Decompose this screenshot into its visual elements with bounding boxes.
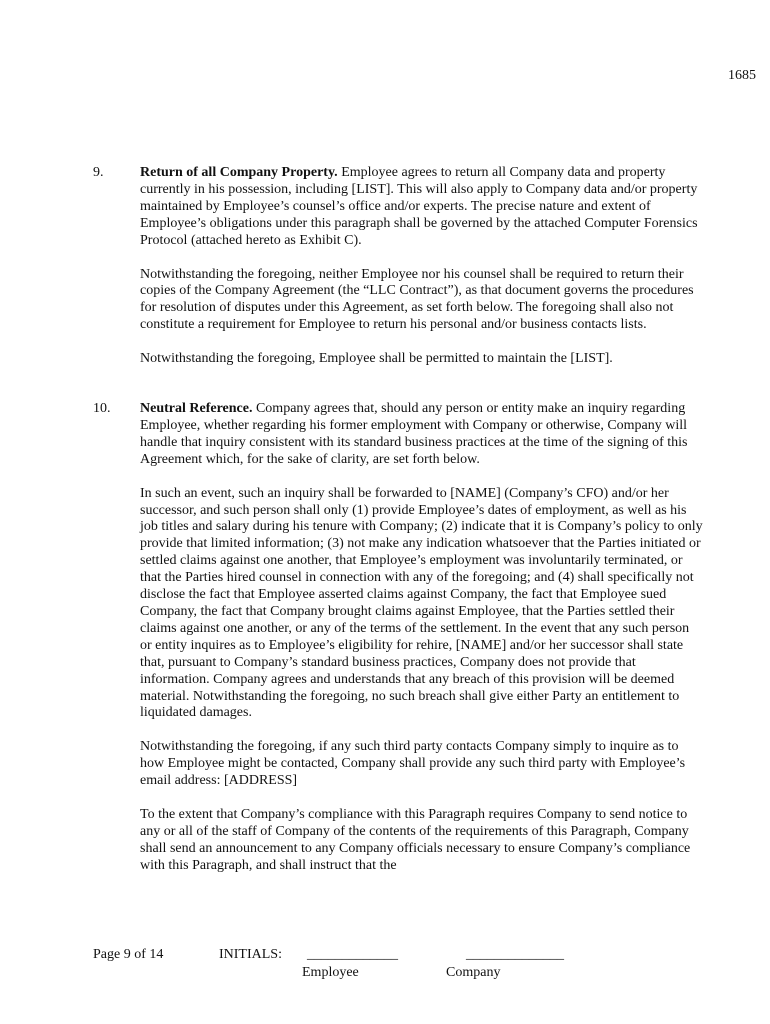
paragraph-text: Employee agrees to return all Company data and property currently in his possession, including [LIST]. This will also apply to Company data and/or property maintained by Employee’s counsel’s office and/or experts. The precise nature and extent of Employee’s obligations under this paragraph shall be governed by the attached Computer Forensics Protocol (attached hereto as Exhibit C). xyxy=(140,165,698,248)
paragraph: Notwithstanding the foregoing, neither Employee nor his counsel shall be required to return their copies of the Company Agreement (the “LLC Contract”), as that document governs the procedures for resolution of disputes under this Agreement, as set forth below. The foregoing shall also not constitute a requirement for Employee to return his personal and/or business contacts lists. xyxy=(140,266,694,333)
section-number: 10. xyxy=(93,401,111,416)
paragraph xyxy=(140,165,703,250)
company-label: Company xyxy=(446,965,501,980)
initials-label: INITIALS: xyxy=(219,947,282,962)
employee-initials-line: _____________ xyxy=(307,947,398,962)
section-body xyxy=(140,401,703,892)
company-initials-line: ______________ xyxy=(466,947,564,962)
section-heading: Return of all Company Property. xyxy=(140,165,338,180)
page-count-label: Page 9 of 14 xyxy=(93,947,164,962)
section-number: 9. xyxy=(93,165,104,180)
paragraph: Notwithstanding the foregoing, if any such third party contacts Company simply to inquire as to how Employee might be contacted, Company shall provide any such third party with Employee’s email address: [ADDRESS] xyxy=(140,739,686,789)
paragraph: In such an event, such an inquiry shall be forwarded to [NAME] (Company’s CFO) and/or her successor, and such person shall only (1) provide Employee’s dates of employment, as well as his job titles and salary during his tenure with Company; (2) indicate that it is Company’s policy to only provide that limited information; (3) not make any indication whatsoever that the Parties initiated or settled claims against one another, that Employee’s employment was involuntarily terminated, or that the Parties hired counsel in connection with any of the foregoing; and (4) shall specifically not disclose the fact that Employee asserted claims against Company, the fact that Employee sued Company, the fact that Company brought claims against Employee, that the Parties settled their claims against one another, or any of the terms of the settlement. In the event that any such person or entity inquires as to Employee’s eligibility for rehire, [NAME] and/or her successor shall state that, pursuant to Company’s standard business practices, Company does not provide that information. Company agrees and understands that any breach of this provision will be deemed material. Notwithstanding the foregoing, no such breach shall give either Party an entitlement to liquidated damages. xyxy=(140,485,703,721)
section-body xyxy=(140,165,703,385)
employee-label: Employee xyxy=(302,965,359,980)
page-number: 1685 xyxy=(728,68,756,83)
paragraph: Notwithstanding the foregoing, Employee shall be permitted to maintain the [LIST]. xyxy=(140,351,613,367)
paragraph: To the extent that Company’s compliance with this Paragraph requires Company to send notice to any or all of the staff of Company of the contents of the requirements of this Paragraph, Company shall send an announcement to any Company officials necessary to ensure Company’s compliance with this Paragraph, and shall instruct that the xyxy=(140,807,691,873)
paragraph xyxy=(140,401,703,469)
section-heading: Neutral Reference. xyxy=(140,401,253,416)
paragraph-text: Company agrees that, should any person or entity make an inquiry regarding Employee, whether regarding his former employment with Company or otherwise, Company will handle that inquiry consistent with its standard business practices at the time of the signing of this Agreement which, for the sake of clarity, are set forth below. xyxy=(140,401,688,467)
